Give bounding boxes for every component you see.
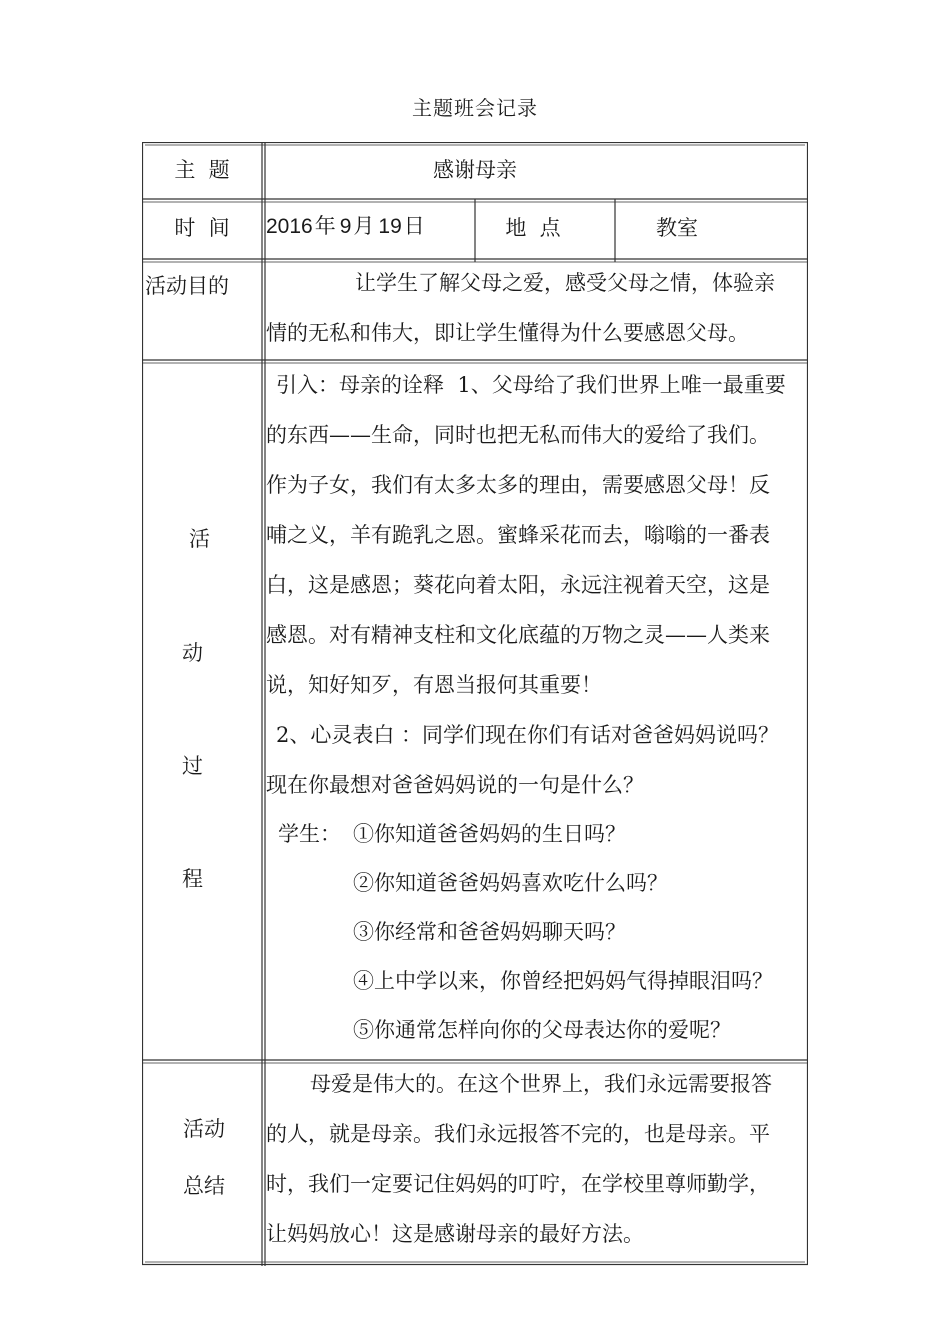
- summary-label-line-1: 活动: [183, 1117, 225, 1141]
- time-label: 时 间: [174, 216, 230, 240]
- date-year: 2016: [266, 215, 313, 238]
- students-label: 学生：: [278, 822, 341, 846]
- place-label: 地 点: [505, 216, 561, 240]
- purpose-line-2: 情的无私和伟大，即让学生懂得为什么要感恩父母。: [266, 321, 749, 345]
- process-line-1: 引入：母亲的诠释 1、父母给了我们世界上唯一最重要: [276, 373, 786, 397]
- topic-label: 主 题: [174, 158, 230, 182]
- summary-line-1: 母爱是伟大的。在这个世界上，我们永远需要报答: [310, 1072, 772, 1096]
- summary-label-line-2: 总结: [183, 1174, 225, 1198]
- class-meeting-record-table: [142, 142, 808, 1266]
- process-label-char-1: 活: [189, 527, 210, 551]
- question-5: ⑤你通常怎样向你的父母表达你的爱呢？: [353, 1018, 731, 1042]
- summary-line-4: 让妈妈放心！这是感谢母亲的最好方法。: [266, 1222, 644, 1246]
- question-2: ②你知道爸爸妈妈喜欢吃什么吗？: [353, 871, 668, 895]
- topic-value: 感谢母亲: [433, 158, 517, 182]
- purpose-label: 活动目的: [145, 274, 229, 298]
- question-3: ③你经常和爸爸妈妈聊天吗？: [353, 920, 626, 944]
- process-label-char-3: 过: [182, 754, 203, 778]
- summary-line-3: 时，我们一定要记住妈妈的叮咛，在学校里尊师勤学，: [266, 1172, 770, 1196]
- date-month: 9: [339, 215, 352, 238]
- date-day: 19: [378, 215, 402, 238]
- process-line-4: 哺之义，羊有跪乳之恩。蜜蜂采花而去，嗡嗡的一番表: [266, 523, 770, 547]
- purpose-line-1: 让学生了解父母之爱，感受父母之情，体验亲: [355, 271, 775, 295]
- process-line-3: 作为子女，我们有太多太多的理由，需要感恩父母！反: [266, 473, 770, 497]
- process-line-7: 说，知好知歹，有恩当报何其重要！: [266, 673, 602, 697]
- date-day-char: 日: [403, 214, 425, 238]
- process-line-6: 感恩。对有精神支柱和文化底蕴的万物之灵——人类来: [266, 623, 770, 647]
- date-year-char: 年: [314, 214, 336, 238]
- process-label-char-4: 程: [182, 867, 203, 891]
- date-month-char: 月: [353, 214, 375, 238]
- process-line-8: 2、心灵表白 ：同学们现在你们有话对爸爸妈妈说吗？: [276, 723, 780, 747]
- process-line-9: 现在你最想对爸爸妈妈说的一句是什么？: [266, 773, 644, 797]
- process-line-2: 的东西——生命，同时也把无私而伟大的爱给了我们。: [266, 423, 770, 447]
- question-1: ①你知道爸爸妈妈的生日吗？: [353, 822, 626, 846]
- process-line-5: 白，这是感恩；葵花向着太阳，永远注视着天空，这是: [266, 573, 770, 597]
- time-value: [266, 210, 425, 240]
- question-4: ④上中学以来，你曾经把妈妈气得掉眼泪吗？: [353, 969, 773, 993]
- place-value: 教室: [656, 216, 698, 240]
- process-label-char-2: 动: [182, 641, 203, 665]
- summary-line-2: 的人，就是母亲。我们永远报答不完的，也是母亲。平: [266, 1122, 770, 1146]
- document-title: 主题班会记录: [412, 96, 538, 120]
